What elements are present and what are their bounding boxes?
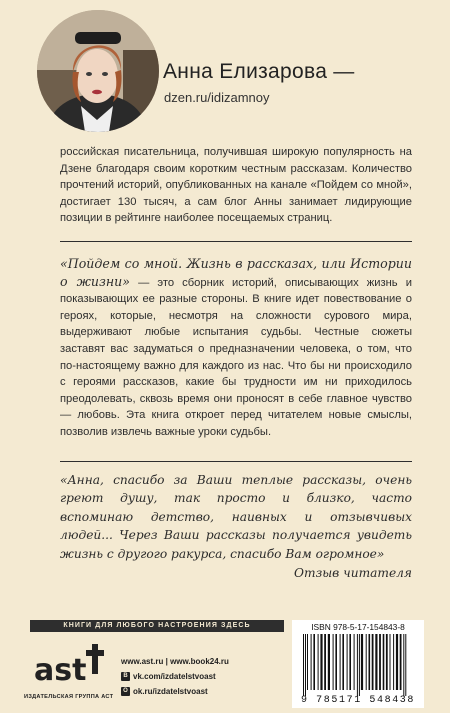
review-signature: Отзыв читателя bbox=[294, 566, 412, 580]
vk-icon: В bbox=[121, 672, 130, 681]
divider bbox=[60, 461, 412, 462]
author-name: Анна Елизарова — bbox=[163, 60, 355, 83]
reader-review: «Анна, спасибо за Ваши теплые рассказы, очень греют душу, так просто и близко, часто вспоминаю детство, наивных и отзывчивых людей... Через Ваши рассказы получается увидеть жизнь с другого ракурса, спасибо Вам огромное» bbox=[60, 473, 412, 561]
ast-logo-wordmark: ast bbox=[34, 653, 87, 688]
author-bio: российская писательница, получившая широкую популярность на Дзене благодаря своим коротким честным рассказам. Количество прочтений историй, опубликованных на канале «Пойдем со мной», достигает 130 тысяч, а сам блог Анны занимает лидирующие позиции в рейтинге наиболее посещаемых страниц. bbox=[60, 146, 412, 225]
isbn-number: ISBN 978-5-17-154843-8 bbox=[311, 622, 405, 632]
odnoklassniki-icon: О bbox=[121, 687, 130, 696]
book-annotation bbox=[60, 256, 412, 441]
publisher-links bbox=[121, 654, 229, 699]
tagline-banner: КНИГИ ДЛЯ ЛЮБОГО НАСТРОЕНИЯ ЗДЕСЬ bbox=[30, 620, 284, 632]
vk-link[interactable] bbox=[121, 669, 229, 684]
barcode-digits: 9 785171 548438 bbox=[300, 695, 415, 706]
book-title-quote: «Пойдем со мной. Жизнь в рассказах, или Истории о жизни» bbox=[60, 256, 412, 289]
ok-link-text: ok.ru/izdatelstvoast bbox=[133, 687, 208, 696]
divider bbox=[60, 241, 412, 242]
annotation-text: — это сборник историй, описывающих жизнь и показывающих ее разные стороны. В книге идет повествование о героях, которые, несмотря на сложности сурового мира, выдерживают любые испытания судьбы. Честные сюжеты заставят вас задуматься о предназначении человека, о том, что по-настоящему важно для каждого из нас. Что бы ни происходило с героями рассказов, какие бы трудности им ни приходилось преодолевать, сквозь время они проносят в себе главное чувство — любовь. Эта книга откроет перед читателем новые смыслы, позволив извлечь важные уроки судьбы. bbox=[60, 276, 412, 438]
isbn-barcode-panel bbox=[292, 620, 424, 708]
websites-link[interactable]: www.ast.ru | www.book24.ru bbox=[121, 657, 229, 666]
vk-link-text: vk.com/izdatelstvoast bbox=[133, 672, 216, 681]
barcode-icon bbox=[301, 634, 417, 696]
author-photo bbox=[37, 10, 159, 132]
ok-link[interactable] bbox=[121, 684, 229, 699]
publisher-caption: ИЗДАТЕЛЬСКАЯ ГРУППА АСТ bbox=[24, 694, 114, 700]
author-website: dzen.ru/idizamnoy bbox=[164, 90, 270, 105]
